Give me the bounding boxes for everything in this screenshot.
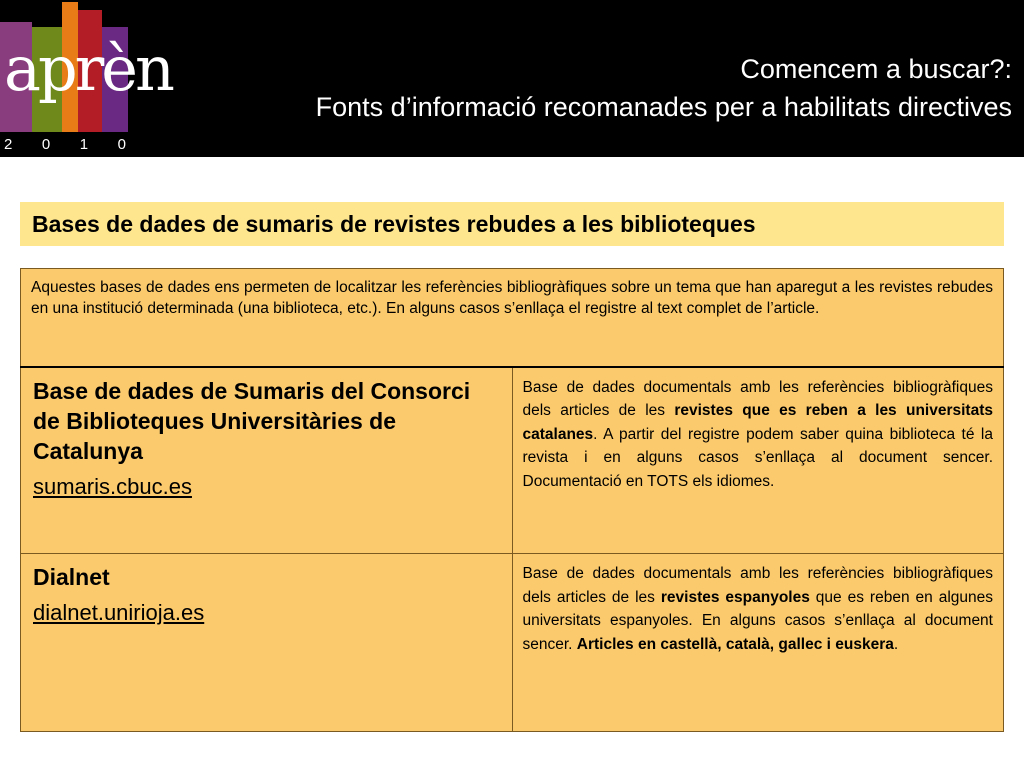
logo-wordmark: aprèn [4, 32, 172, 105]
db-description [512, 554, 1004, 732]
table-row [21, 554, 1004, 732]
intro-text: Aquestes bases de dades ens permeten de localitzar les referències bibliogràfiques sobre un tema que han aparegut a les revistes rebudes en una institució determinada (una biblioteca, etc.). En alguns casos s’enllaça el registre al text complet de l’article. [21, 269, 1004, 367]
title-line-2: Fonts d’informació recomanades per a habilitats directives [315, 92, 1012, 122]
table-row [21, 367, 1004, 554]
section-heading: Bases de dades de sumaris de revistes rebudes a les biblioteques [20, 202, 1004, 246]
header-bar [0, 0, 1024, 157]
desc-text: . A partir del registre podem saber quina biblioteca té la revista i en alguns casos s’enllaça al document sencer. Documentació en TOTS els idiomes. [522, 425, 993, 490]
logo-year-digit: 0 [117, 136, 128, 153]
desc-emphasis: revistes espanyoles [660, 588, 810, 606]
desc-text: Base de dades documentals amb les referències bibliogràfiques dels articles de les [522, 565, 993, 606]
db-title-cell [21, 554, 513, 732]
desc-text: Base de dades documentals amb les referències bibliogràfiques dels articles de les [522, 378, 993, 419]
logo-year [4, 136, 128, 153]
desc-text: . [893, 635, 899, 653]
page-title [316, 50, 1012, 126]
db-link[interactable]: dialnet.unirioja.es [33, 600, 205, 625]
db-name: Dialnet [33, 564, 110, 590]
title-line-1: Comencem a buscar?: [740, 54, 1012, 84]
apren-2010-logo [0, 0, 172, 157]
logo-year-digit: 0 [41, 136, 53, 153]
logo-year-digit: 2 [4, 136, 15, 153]
logo-year-digit: 1 [79, 136, 91, 153]
desc-emphasis: revistes que es reben a les universitats catalanes [522, 402, 994, 443]
desc-emphasis: Articles en castellà, català, gallec i euskera [576, 635, 894, 653]
db-description [512, 367, 1004, 554]
databases-table [20, 268, 1004, 732]
db-title-cell [21, 367, 513, 554]
desc-text: que es reben en algunes universitats espanyoles. En alguns casos s’enllaça al document sencer. [522, 588, 993, 653]
db-link[interactable]: sumaris.cbuc.es [33, 473, 192, 499]
db-name: Base de dades de Sumaris del Consorci de Biblioteques Universitàries de Catalunya [33, 377, 471, 464]
